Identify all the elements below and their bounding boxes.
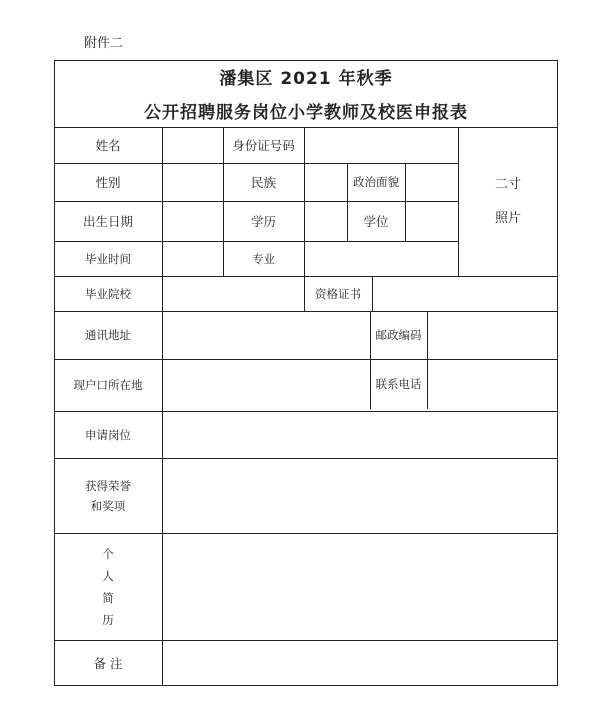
label-contact-phone: 联系电话 bbox=[375, 377, 422, 391]
label-honors-line1: 获得荣誉 bbox=[85, 478, 131, 493]
field-political-status[interactable] bbox=[405, 163, 458, 201]
field-major[interactable] bbox=[304, 241, 458, 276]
label-political-status: 政治面貌 bbox=[353, 175, 399, 189]
label-resume-char: 简 bbox=[102, 590, 114, 605]
field-birth-date[interactable] bbox=[162, 201, 223, 241]
label-graduate-school: 毕业院校 bbox=[85, 286, 131, 301]
field-graduate-school[interactable] bbox=[162, 276, 304, 311]
field-gender[interactable] bbox=[162, 163, 223, 201]
form-title-line2: 公开招聘服务岗位小学教师及校医申报表 bbox=[144, 103, 468, 123]
field-id-number[interactable] bbox=[304, 127, 458, 163]
label-degree: 学位 bbox=[363, 214, 389, 229]
label-id-number: 身份证号码 bbox=[232, 138, 295, 153]
label-ethnicity: 民族 bbox=[250, 175, 276, 190]
field-qualification-cert[interactable] bbox=[372, 276, 558, 311]
label-gender: 性别 bbox=[95, 175, 121, 190]
photo-box[interactable] bbox=[458, 127, 558, 276]
field-mailing-address[interactable] bbox=[162, 311, 370, 359]
photo-label-line1: 二寸 bbox=[494, 176, 521, 192]
label-postal-code: 邮政编码 bbox=[375, 328, 422, 342]
label-graduation-time: 毕业时间 bbox=[85, 251, 131, 266]
label-resume bbox=[54, 533, 162, 640]
application-form bbox=[54, 60, 558, 686]
photo-label-line2: 照片 bbox=[494, 210, 521, 226]
label-birth-date: 出生日期 bbox=[82, 214, 133, 229]
field-honors[interactable] bbox=[162, 458, 558, 533]
field-contact-phone[interactable] bbox=[427, 359, 558, 409]
label-mailing-address: 通讯地址 bbox=[85, 328, 131, 342]
label-name: 姓名 bbox=[95, 138, 121, 153]
field-name[interactable] bbox=[162, 127, 223, 163]
label-resume-char: 人 bbox=[102, 568, 114, 583]
field-degree[interactable] bbox=[405, 201, 458, 241]
label-current-residence: 现户口所在地 bbox=[73, 378, 143, 392]
label-honors-line2: 和奖项 bbox=[90, 498, 126, 513]
field-current-residence[interactable] bbox=[162, 359, 370, 409]
label-major: 专业 bbox=[252, 251, 275, 266]
label-education: 学历 bbox=[250, 214, 276, 229]
label-remarks: 备 注 bbox=[93, 656, 123, 671]
field-ethnicity[interactable] bbox=[304, 163, 347, 201]
label-resume-char: 历 bbox=[102, 612, 114, 627]
attachment-label: 附件二 bbox=[84, 36, 124, 51]
field-applied-position[interactable] bbox=[162, 411, 558, 458]
field-remarks[interactable] bbox=[162, 640, 558, 686]
form-title-line1: 潘集区 2021 年秋季 bbox=[219, 69, 393, 89]
label-applied-position: 申请岗位 bbox=[85, 427, 131, 442]
field-education[interactable] bbox=[304, 201, 347, 241]
field-postal-code[interactable] bbox=[427, 311, 558, 359]
label-qualification-cert: 资格证书 bbox=[315, 286, 361, 301]
field-resume[interactable] bbox=[162, 533, 558, 640]
label-resume-char: 个 bbox=[102, 546, 114, 561]
label-honors bbox=[54, 458, 162, 533]
field-graduation-time[interactable] bbox=[162, 241, 223, 276]
